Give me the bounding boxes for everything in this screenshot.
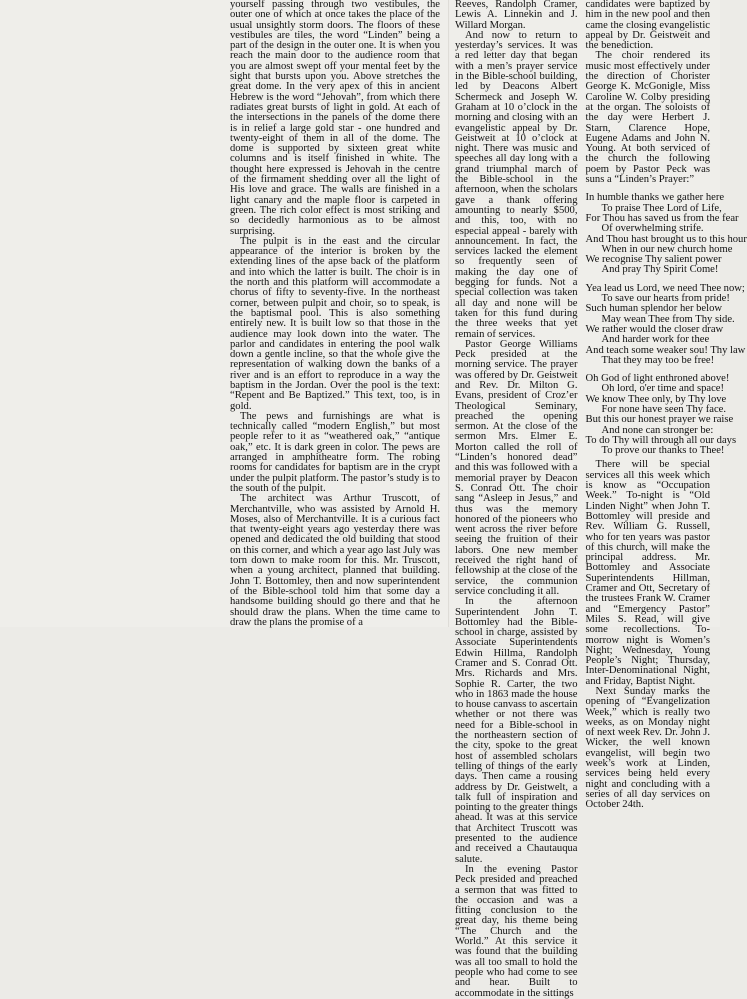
poem-line: Of overwhelming strife. — [601, 223, 704, 235]
poem-line: But this our honest prayer we raise — [585, 414, 734, 426]
article-paragraph: There will be special services all this week which is know as “Occupation Week.” To-night is “Old Linden Night” when John T. Bottomley will preside and Rev. William G. Russell, who for ten years was pastor of this church, will make the principal address. Mr. Bottomley and Associate Superintendents Hillman, Cramer and Ott, Secretary of the trustees Frank W. Cramer and “Emergency Pastor” Miles S. Read, will give some recollections. To-morrow night is Women’s Night; Wednesday, Young People’s Night; Thursday, Inter-Denominational Night, and Friday, Baptist Night. — [585, 459, 710, 687]
poem-line: And none can stronger be: — [601, 424, 714, 436]
linden-prayer-poem — [585, 192, 747, 457]
article-column-far-right — [585, 0, 747, 811]
article-paragraph: The architect was Arthur Truscott, of Merchantville, who was assisted by Arnold H. Moses, also of Merchantville. It is a curious fact that twenty-eight years ago yesterday there was opened and dedicated the old building that stood on this corner, and which a year ago last July was torn down to make room for this. Mr. Truscott, when a young architect, planned that building. John T. Bottomley, then and now superintendent of the Bible-school told him that some day a handsome building should go there and that he should draw the plans. When the time came to draw the plans the promise of a — [230, 493, 440, 628]
article-paragraph: The pulpit is in the east and the circular appearance of the interior is broken by the extending lines of the apse back of the platform and into which the latter is built. The choir is in the north and this platform will accommodate a chorus of fifty to seventy-five. In the northeast corner, between pulpit and choir, so to speak, is the baptismal pool. This is also something entirely new. It is built low so that those in the audience may look down into the water. The parlor and candidates in entering the pool walk down a gentle incline, so that the whole give the representation of walking down the banks of a river and is an effort to reproduce in a way the baptism in the Jordan. Over the pool is the text: “Repent and Be Baptized.” This text, too, is in gold. — [230, 235, 440, 412]
poem-line: That they may too be free! — [601, 354, 715, 366]
poem-line: May wean Thee from Thy side. — [601, 313, 735, 325]
page-fold-divider — [448, 0, 450, 627]
poem-line: Yea lead us Lord, we need Thee now; — [585, 282, 745, 294]
article-paragraph: Reeves, Randolph Cramer, Lewis A. Linnekin and J. Willard Morgan. — [455, 0, 578, 31]
poem-line: And teach some weaker sou! Thy law — [585, 344, 746, 356]
article-paragraph: In the afternoon Superintendent John T. Bottomley had the Bible-school in charge, assisted by Associate Superintendents Edwin Hillma, Randolph Cramer and S. Conrad Ott. Mrs. Richards and Mrs. Sophie R. Carter, the two who in 1863 made the house to house canvass to ascertain whether or not there was need for a Bible-school in the northeastern section of the city, spoke to the great host of assembled scholars telling of things of the early days. Then came a rousing address by Dr. Geistwelt, a talk full of inspiration and pointing to the greater things ahead. It was at this service that Architect Truscott was presented to the audience and received a Chautauqua salute. — [455, 596, 578, 865]
poem-line: And pray Thy Spirit Come! — [601, 264, 719, 276]
article-paragraph: Pastor George Williams Peck presided at the morning service. The prayer was offered by Dr. Geistweit and Rev. Dr. Milton G. Evans, president of Croz’er Theological Seminary, preached the opening sermon. At the close of the sermon Mrs. Elmer E. Morton called the roll of “Linden’s honored dead” and this was followed with a memorial prayer by Deacon S. Conrad Ott. The choir sang “Asleep in Jesus,” and thus was the memory honored of the pioneers who went across the river before seeing the fruition of their labors. One new member received the right hand of fellowship at the close of the service, the communion service concluding it all. — [455, 338, 578, 597]
article-column-left — [230, 0, 440, 627]
article-paragraph: yourself passing through two vestibules, the outer one of which at once takes the place of the usual unsightly storm doors. The floors of these vestibules are tiles, the word “Linden” being a part of the design in the outer one. It is when you reach the main door to the audience room that you are almost swept off your mental feet by the sight that bursts upon you. Above stretches the great dome. In the very apex of this in ancient Hebrew is the word “Jehovah”, from which there radiates great bursts of light in gold. At each of the intersections in the panels of the dome there is in relief a large gold star - one hundred and twenty-eight of them in all of the dome. The dome is supported by sixteen great white columns and is itself finished in white. The thought here expressed is Jehovah in the centre of the firmament shedding over all the light of His love and grace. The walls are finished in a light canary and the maple floor is carpeted in green. The rich color effect is most striking and so decidedly harmonious as to be almost surprising. — [230, 0, 440, 237]
poem-line: We rather would the closer draw — [585, 323, 724, 335]
poem-stanza — [585, 192, 747, 276]
poem-line: And Thou hast brought us to this hour — [585, 233, 747, 245]
poem-line: For Thou has saved us from the fear — [585, 212, 739, 224]
poem-line: To save our hearts from pride! — [601, 293, 730, 305]
poem-line: In humble thanks we gather here — [585, 192, 725, 204]
article-column-right — [455, 0, 578, 999]
article-paragraph: The choir rendered its music most effectively under the direction of Chorister George K. McGonigle, Miss Caroline W. Colby presiding at the organ. The soloists of the day were Herbert J. Starn, Clarence Hope, Eugene Adams and John N. Young. At both serviced of the church the following poem by Pastor Peck was suns a “Linden’s Prayer:” — [585, 50, 710, 186]
article-paragraph: In the evening Pastor Peck presided and preached a sermon that was fitted to the occasion and was a fitting conclusion to the great day, his theme being “The Church and the World.” At this service it was found that the building was all too small to hold the people who had come to see and hear. Built to accommodate in the sittings — [455, 863, 578, 999]
article-paragraph: The pews and furnishings are what is technically called “modern English,” but most people refer to it as “weathered oak,” “antique oak,” etc. It is dark green in color. The pews are arranged in amphitheatre form. The robing rooms for candidates for baptism are in the crypt under the pulpit platform. The pastor’s study is to the south of the pulpit. — [230, 410, 440, 494]
poem-line: Oh lord, o'er time and space! — [601, 383, 725, 395]
poem-line: And harder work for thee — [601, 334, 710, 346]
poem-line: To do Thy will through all our days — [585, 434, 737, 446]
article-paragraph: And now to return to yesterday’s services. It was a red letter day that began with a men’s prayer service in the Bible-school building, led by Deacons Albert Schermeck and Joseph W. Graham at 10 o’clock in the morning and closing with an evangelistic appeal by Dr. Geistweit at 10 o’clock at night. There was music and speeches all day long with a grand triumphal march of the Bible-school in the afternoon, when the scholars gave a thank offering amounting to nearly $500, and this, too, with no especial appeal - barely with announcement. In fact, the services lacked the element so frequently seen of making the day one of begging for funds. Not a special collection was taken all day and none will be taken for this fund during the three weeks that yet remain of services. — [455, 29, 578, 340]
poem-stanza — [585, 373, 737, 457]
poem-line: To praise Thee Lord of Life, — [601, 202, 722, 214]
article-paragraph: candidates were baptized by him in the new pool and then came the closing evangelistic appeal by Dr. Geistweit and the benediction. — [585, 0, 710, 52]
poem-line: We know Thee only, by Thy love — [585, 393, 727, 405]
poem-line: For none have seen Thy face. — [601, 403, 727, 415]
poem-line: Such human splendor her below — [585, 303, 723, 315]
poem-line: When in our new church home — [601, 243, 733, 255]
article-paragraph: Next Sunday marks the opening of “Evangelization Week,” which is really two weeks, as on Monday night of next week Rev. Dr. John J. Wicker, the well known evangelist, will begin two week’s work at Linden, services being held every night and concluding with a series of all day services on October 24th. — [585, 686, 710, 811]
poem-line: Oh God of light enthroned above! — [585, 373, 730, 385]
poem-line: We recognise Thy salient power — [585, 254, 722, 266]
poem-line: To prove our thanks to Thee! — [601, 445, 725, 457]
poem-stanza — [585, 282, 746, 366]
